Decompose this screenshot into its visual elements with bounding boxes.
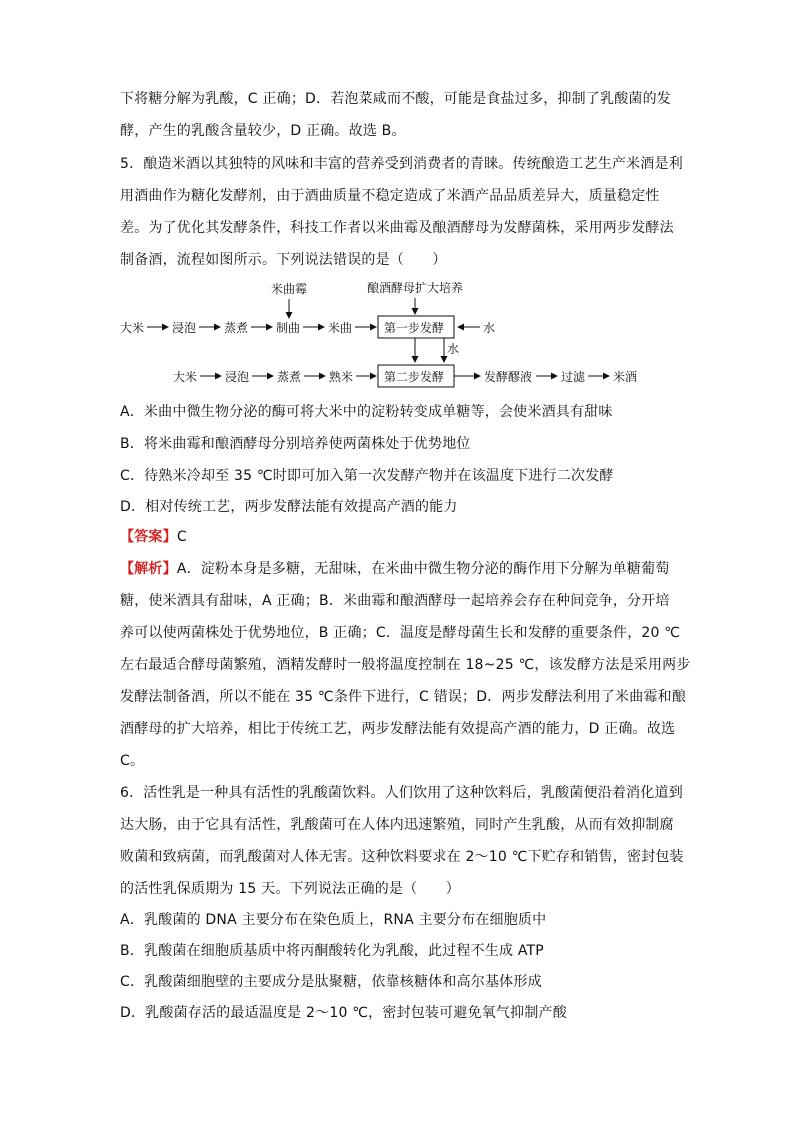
text-line: 下将糖分解为乳酸，C 正确；D．若泡菜咸而不酸，可能是食盐过多，抑制了乳酸菌的发 bbox=[120, 91, 672, 107]
option-a: A．米曲中微生物分泌的酶可将大米中的淀粉转变成单糖等，会使米酒具有甜味 bbox=[120, 404, 613, 420]
option-d: D．乳酸菌存活的最适温度是 2～10 ℃，密封包装可避免氧气抑制产酸 bbox=[120, 1005, 567, 1021]
node-yeast-culture: 酿酒酵母扩大培养 bbox=[367, 281, 464, 295]
answer-line bbox=[120, 527, 187, 547]
node-water-1: 水 bbox=[483, 321, 496, 335]
node-soak-2: 浸泡 bbox=[225, 370, 250, 384]
explanation-line: 养可以使两菌株处于优势地位，B 正确；C．温度是酵母菌生长和发酵的重要条件，20 ℃ bbox=[120, 625, 681, 641]
answer-value: C bbox=[176, 529, 187, 545]
explanation-line: 糖，使米酒具有甜味，A 正确；B．米曲霉和酿酒酵母一起培养会存在种间竞争，分开培 bbox=[120, 593, 670, 609]
explanation-line: 左右最适合酵母菌繁殖，酒精发酵时一般将温度控制在 18~25 ℃，该发酵方法是采用两步 bbox=[120, 657, 691, 673]
explanation-line: 酒酵母的扩大培养，相比于传统工艺，两步发酵法能有效提高产酒的能力，D 正确。故选 bbox=[120, 721, 676, 737]
node-rice-1: 大米 bbox=[120, 321, 145, 335]
node-soak-1: 浸泡 bbox=[172, 321, 197, 335]
explanation-line: 发酵法制备酒，所以不能在 35 ℃条件下进行，C 错误；D．两步发酵法利用了米曲霉和酿 bbox=[120, 689, 687, 705]
question-6-stem: 6．活性乳是一种具有活性的乳酸菌饮料。人们饮用了这种饮料后，乳酸菌便沿着消化道到 bbox=[120, 785, 683, 801]
option-a: A．乳酸菌的 DNA 主要分布在染色质上，RNA 主要分布在细胞质中 bbox=[120, 912, 547, 928]
node-steam-2: 蒸煮 bbox=[277, 370, 302, 384]
option-c: C．乳酸菌细胞壁的主要成分是肽聚糖，依靠核糖体和高尔基体形成 bbox=[120, 974, 542, 990]
node-step1: 第一步发酵 bbox=[384, 321, 445, 335]
explanation-line bbox=[120, 559, 669, 579]
explanation-tag: 【解析】 bbox=[120, 561, 177, 577]
option-b: B．将米曲霉和酿酒酵母分别培养使两菌株处于优势地位 bbox=[120, 436, 471, 452]
node-rice-2: 大米 bbox=[173, 370, 198, 384]
node-steam-1: 蒸煮 bbox=[224, 321, 249, 335]
node-koji: 米曲 bbox=[328, 321, 353, 335]
question-6-stem: 败菌和致病菌，而乳酸菌对人体无害。这种饮料要求在 2～10 ℃下贮存和销售，密封包装 bbox=[120, 849, 684, 865]
node-aspergillus: 米曲霉 bbox=[271, 282, 308, 296]
text-line: 酵，产生的乳酸含量较少，D 正确。故选 B。 bbox=[120, 123, 406, 139]
question-5-stem: 差。为了优化其发酵条件，科技工作者以米曲霉及酿酒酵母为发酵菌株，采用两步发酵法 bbox=[120, 220, 674, 236]
explanation-line: C。 bbox=[120, 753, 145, 769]
node-water-2: 水 bbox=[447, 342, 460, 356]
explanation-text: A．淀粉本身是多糖，无甜味，在米曲中微生物分泌的酶作用下分解为单糖葡萄 bbox=[176, 561, 670, 577]
node-rice-wine: 米酒 bbox=[613, 370, 638, 384]
node-cooked-rice: 熟米 bbox=[329, 370, 354, 384]
question-5-stem: 用酒曲作为糖化发酵剂，由于酒曲质量不稳定造成了米酒产品品质差异大，质量稳定性 bbox=[120, 188, 660, 204]
question-6-stem: 的活性乳保质期为 15 天。下列说法正确的是（ ） bbox=[120, 881, 460, 897]
option-d: D．相对传统工艺，两步发酵法能有效提高产酒的能力 bbox=[120, 499, 458, 515]
answer-tag: 【答案】 bbox=[120, 529, 177, 545]
node-filter: 过滤 bbox=[561, 370, 586, 384]
question-6-stem: 达大肠，由于它具有活性，乳酸菌可在人体内迅速繁殖，同时产生乳酸，从而有效抑制腐 bbox=[120, 817, 674, 833]
node-step2: 第二步发酵 bbox=[384, 370, 445, 384]
node-mash: 发酵醪液 bbox=[484, 370, 533, 384]
node-koji-make: 制曲 bbox=[276, 321, 301, 335]
question-5-stem: 制备酒，流程如图所示。下列说法错误的是（ ） bbox=[120, 252, 447, 268]
question-5-stem: 5．酿造米酒以其独特的风味和丰富的营养受到消费者的青睐。传统酿造工艺生产米酒是利 bbox=[120, 156, 683, 172]
option-c: C．待熟米冷却至 35 ℃时即可加入第一次发酵产物并在该温度下进行二次发酵 bbox=[120, 468, 614, 484]
option-b: B．乳酸菌在细胞质基质中将丙酮酸转化为乳酸，此过程不生成 ATP bbox=[120, 943, 544, 959]
